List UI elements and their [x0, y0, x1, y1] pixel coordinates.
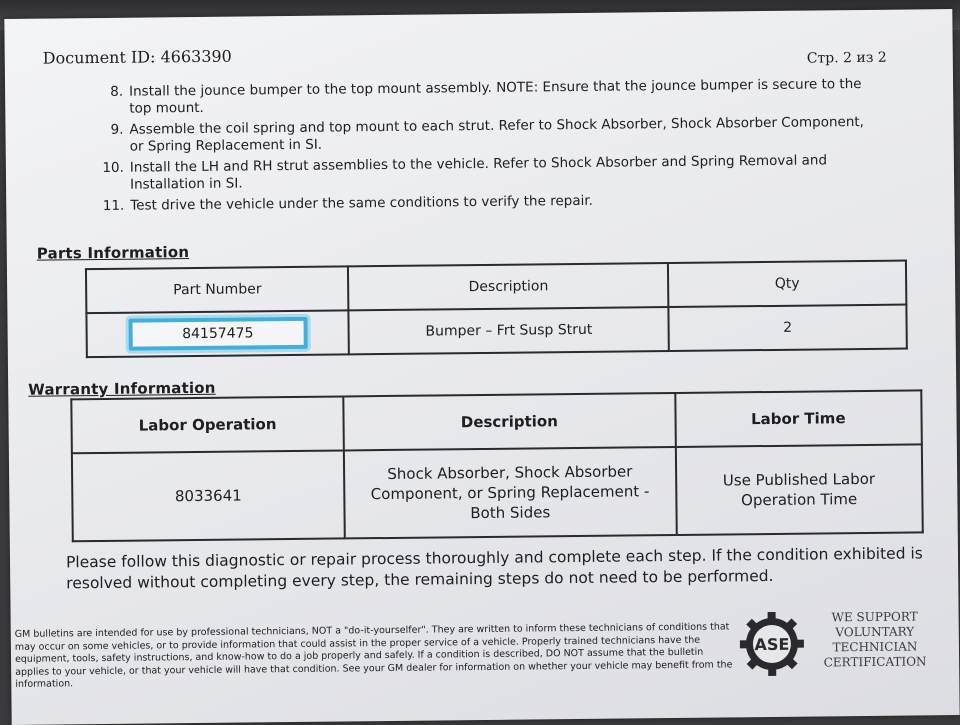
parts-information-heading: Parts Information [36, 243, 190, 263]
step-item [92, 190, 872, 215]
highlighted-part-number: 84157475 [128, 317, 308, 351]
step-item [92, 152, 872, 194]
step-number: 11. [102, 197, 125, 214]
step-number: 10. [102, 159, 124, 176]
parts-table [85, 260, 908, 359]
table-row [86, 305, 906, 358]
table-row [72, 444, 923, 541]
gm-bulletin-disclaimer: GM bulletins are intended for use by professional technicians, NOT a "do-it-yourselfer". They are written to inform these technicians of conditions that may occur on some vehicles, or to provide information that could assist in the proper service of a vehicle. Properly trained technicians have the equipment, tools, safety instructions, and know-how to do a job properly and safely. If a condition is described, DO NOT assume that the bulletin applies to your vehicle, or that your vehicle will have that condition. See your GM dealer for information on whether your vehicle may benefit from the information. [14, 621, 733, 690]
table-header-row [71, 390, 922, 453]
step-number: 9. [110, 121, 124, 138]
qty-cell: 2 [669, 305, 907, 351]
step-item [91, 76, 871, 118]
description-cell: Shock Absorber, Shock Absorber Component, or Spring Replacement - Both Sides [344, 447, 676, 538]
column-header: Qty [668, 261, 906, 307]
procedure-steps [91, 76, 872, 219]
ase-logo-text: ASE [754, 634, 790, 655]
document-page [4, 9, 959, 725]
column-header: Labor Operation [71, 396, 344, 453]
step-text: Install the LH and RH strut assemblies to the vehicle. Refer to Shock Absorber and Spring Removal and Installation in SI. [129, 152, 828, 193]
column-header: Labor Time [675, 390, 922, 447]
step-text: Assemble the coil spring and top mount to each strut. Refer to Shock Absorber, Shock Absorber Component, or Spring Replacement in SI. [129, 113, 865, 155]
column-header: Description [343, 393, 675, 450]
column-header: Part Number [86, 266, 349, 313]
step-text: Install the jounce bumper to the top mount assembly. NOTE: Ensure that the jounce bumper is secure to the top mount. [129, 76, 862, 117]
warranty-table [70, 389, 923, 542]
labor-time-cell: Use Published Labor Operation Time [675, 444, 922, 535]
step-text: Test drive the vehicle under the same conditions to verify the repair. [130, 192, 594, 214]
warranty-information-heading: Warranty Information [28, 378, 216, 399]
step-number: 8. [110, 83, 124, 100]
part-number-cell [86, 310, 349, 357]
document-id: Document ID: 4663390 [42, 46, 232, 68]
description-cell: Bumper – Frt Susp Strut [349, 307, 669, 354]
column-header: Description [348, 263, 668, 310]
ase-gear-icon [737, 609, 808, 680]
ase-certification-text: WE SUPPORT VOLUNTARY TECHNICIAN CERTIFICATION [823, 609, 927, 670]
page-number: Стр. 2 из 2 [806, 49, 887, 67]
step-item [91, 114, 871, 156]
follow-process-note: Please follow this diagnostic or repair process thoroughly and complete each step. If the condition exhibited is resolved without completing every step, the remaining steps do not need to be performed. [65, 544, 923, 593]
labor-operation-cell: 8033641 [72, 450, 345, 541]
